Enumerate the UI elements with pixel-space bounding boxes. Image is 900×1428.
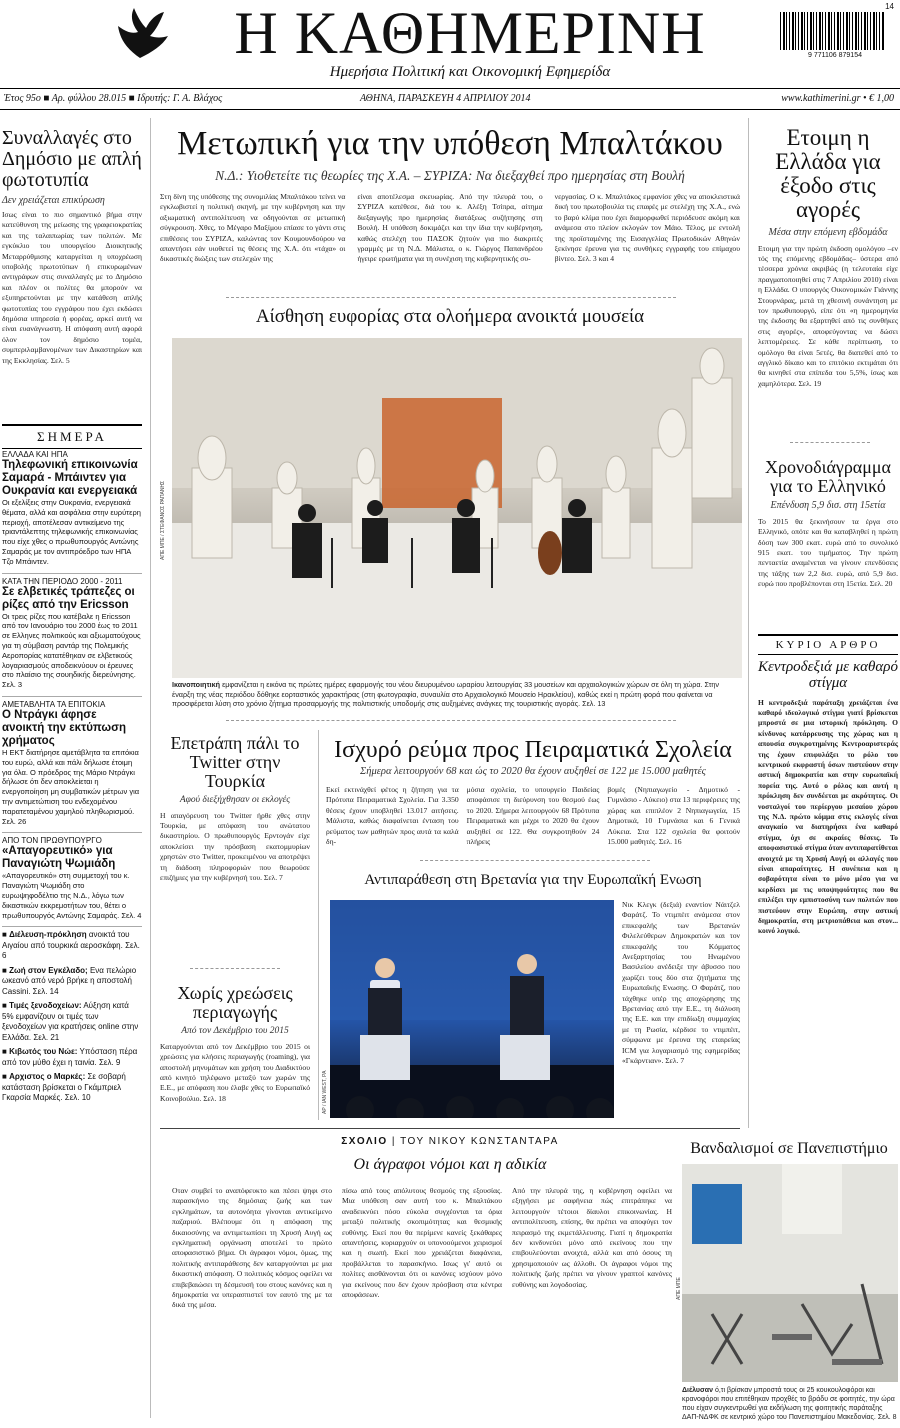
- editorial: [758, 660, 898, 937]
- museum-scene-icon: [172, 338, 742, 678]
- schools-story: [326, 736, 740, 847]
- divider: [226, 720, 676, 721]
- schools-col-3: βομές (Νηπιαγωγείο - Δημοτικό - Γυμνάσιο - Λύκειο) στα 13 περιφέρειες της χώρας και επιπλέον 2 Νηπιαγωγεία, 15 Δημοτικά, 10 Γυμνάσια και 6 Γενικά Λύκεια. Στα 122 σχολεία θα φοιτούν 15.000 μαθητές. Σελ. 16: [607, 785, 741, 847]
- divider: [160, 1128, 740, 1129]
- today-item: [2, 573, 142, 690]
- today-bullet-text: Σε σοβαρή κατάσταση βρίσκεται ο Γκάμπριελ Γκαρσία Μαρκές. Σελ. 10: [2, 1072, 126, 1103]
- column-divider: [318, 730, 319, 1120]
- today-item-body: Η ΕΚΤ διατήρησε αμετάβλητα τα επιτόκια του ευρώ, αλλά και πάλι δήλωσε έτοιμη για όλα. Ο πρόεδρος της Μάριο Ντράγκι δήλωσε ότι δεν αποκλείεται η ενεργοποίηση μη συμβατικών μέτρων για την αντιμετώπιση του ενδεχομένου παρατεταμένου χαμηλού πληθωρισμού. Σελ. 26: [2, 747, 140, 826]
- comment-label-left: ΣΧΟΛΙΟ: [341, 1136, 388, 1147]
- editorial-body: Η κεντροδεξιά παράταξη χρειάζεται ένα καθαρό ιδεολογικό στίγμα γιατί βρίσκεται μπροστά σε μια ιστορική πρόκληση. Ο κίνδυνος κατάρρευσης της χώρας και η απουσία συγκροτημένης Κεντροαριστεράς της έχουν επιφυλάξει το ρόλο του κεντρικού εκφραστή όσων πιστεύουν στην αστική δημοκρατία και στην ευρωπαϊκή πορεία της. Αυτό ο ρόλος και αυτή η πρόκληση δεν συνδέεται με ακρότητες. Οι νοσταλγοί του περίεργου μεσαίου χώρου της Ν.Δ. πρώτο κόμμα στις εκλογές είναι αναγκαίο να διατηρήσει ένα καθαρό στίγμα, όχι σε ακραίες θέσεις. Το αποφασιστικό στίγμα όταν αντιπαρατίθεται ανοιχτά με τη Χρυσή Αυγή οι αλλαγές που είναι απαραίτητες. Η συνέπεια και η σοβαρότητα είναι το μόνο μέσο για να κερδίσει με τις υποψηφιότητες που θα επιλέξει την εμπιστοσύνη των πολιτών που πιστεύουν στην Ευρώπη, στην αστική δημοκρατία, στη μετριοπάθεια και στον... κοινό λογικό.: [758, 697, 898, 936]
- roaming-body: Καταργούνται από τον Δεκέμβριο του 2015 οι χρεώσεις για κλήσεις περιαγωγής (roaming), για αποστολή μηνυμάτων και χρήση του Διαδικτύου από κινητό τηλέφωνο μεταξύ των χωρών της Ε.Ε., με απόφαση που έλαβε χθες το Ευρωπαϊκό Κοινοβούλιο. Σελ. 18: [160, 1041, 310, 1103]
- right-top-headline: Ετοιμη η Ελλάδα για έξοδο στις αγορές: [775, 125, 881, 223]
- vandalism-caption-kicker: Διέλυσαν: [682, 1387, 713, 1394]
- masthead-logo: [110, 6, 170, 62]
- info-right: www.kathimerini.gr • € 1,00: [781, 93, 894, 104]
- lead-deck: Ν.Δ.: Υιοθετείτε τις θεωρίες της Χ.Α. – ΣΥΡΙΖΑ: Να διεξαχθεί προ ημερησίας στη Βουλή: [215, 168, 685, 183]
- roaming-headline: Χωρίς χρεώσεις περιαγωγής: [177, 983, 293, 1022]
- vandalism-headline: Βανδαλισμοί σε Πανεπιστήμιο: [690, 1140, 888, 1157]
- debate-scene-icon: [330, 900, 614, 1118]
- newspaper-title: Η ΚΑΘΗΜΕΡΙΝΗ: [234, 0, 706, 66]
- barcode-bars-icon: [780, 12, 884, 50]
- twitter-deck: Αφού διεξήχθησαν οι εκλογές: [179, 794, 291, 805]
- ellinikon-body: Το 2015 θα ξεκινήσουν τα έργα στο Ελληνικό, οπότε και θα καταβληθεί η πρώτη δόση των 300 εκατ. ευρώ από το συνολικό 915 εκατ. του τιμήματος. Την πρώτη πενταετία αναμένεται να γίνουν επενδύσεις της τάξης των 2,2 δισ. ευρώ, από 5,9 δισ. ευρώ που προβλέπονται στη 15ετία. Σελ. 20: [758, 516, 898, 589]
- today-item: [2, 832, 142, 920]
- twitter-body: Η απαγόρευση του Twitter ήρθε χθες στην Τουρκία, με απόφαση του ανώτατου δικαστηρίου. Ο πρωθυπουργός Ερντογάν είχε αποκλείσει την πρόσβαση εκατομμυρίων χρηστών στο Twitter, προκειμένου να αποτρέψει τη διάδοση πληροφοριών που θεωρούσε επιζήμιες για την κυβέρνησή του. Σελ. 7: [160, 810, 310, 883]
- lead-story: [160, 122, 740, 265]
- schools-col-2: μόσια σχολεία, το υπουργείο Παιδείας αποφάσισε τη διεύρυνση του θεσμού έως το 2020. Σήμερα λειτουργούν 68 Πρότυπα Πειραματικά και μέχρι το 2020 θα έχουν αυξηθεί σε 122. Θα συγκροτηθούν 24 πλήρεις: [466, 785, 600, 847]
- today-bullet-text: Ενα πελώριο ωκεανό από νερό βρήκε η αποστολή Cassini. Σελ. 14: [2, 965, 137, 996]
- today-bullet: ■ Τιμές ξενοδοχείων: Αύξηση κατά 5% εμφανίζουν οι τιμές των ξενοδοχείων για κρατήσεις online στην Ελλάδα. Σελ. 21: [2, 1001, 139, 1042]
- newspaper-subtitle: Ημερήσια Πολιτική και Οικονομική Εφημερίδα: [329, 64, 611, 80]
- today-item-kicker: ΑΜΕΤΑΒΛΗΤΑ ΤΑ ΕΠΙΤΟΚΙΑ: [2, 699, 106, 709]
- today-item-headline: Τηλεφωνική επικοινωνία Σαμαρά - Μπάιντεν για Ουκρανία και ενεργειακά: [2, 459, 138, 497]
- today-item-headline: Σε ελβετικές τράπεζες οι ρίζες από την Ericsson: [2, 585, 135, 611]
- ellinikon-story: [758, 458, 898, 590]
- ellinikon-headline: Χρονοδιάγραμμα για το Ελληνικό: [765, 457, 891, 496]
- today-bullet-text: Αύξηση κατά 5% εμφανίζουν οι τιμές των ξενοδοχείων για κρατήσεις online στην Ελλάδα. Σελ. 21: [2, 1001, 139, 1042]
- today-bullet: ■ Κιβωτός του Νώε: Υπόσταση πέρα από τον μύθο έχει η ταινία. Σελ. 9: [2, 1047, 138, 1067]
- lead-headline: Μετωπική για την υπόθεση Μπαλτάκου: [177, 125, 723, 162]
- schools-headline: Ισχυρό ρεύμα προς Πειραματικά Σχολεία: [334, 737, 732, 763]
- column-divider: [748, 118, 749, 1128]
- museum-photo: [172, 338, 742, 678]
- today-item-body: Οι εξελίξεις στην Ουκρανία, ενεργειακά θέματα, αλλά και ασφάλεια στην ευρύτερη περιοχή, αποτέλεσαν αντικείμενο της τριαντάλεπτης τηλεφωνικής επικοινωνίας που είχε χθες ο πρωθυπουργός Αντώνης Σαμαράς με τον αντιπρόεδρο των ΗΠΑ Τζο Μπάιντεν.: [2, 498, 141, 566]
- museum-caption-text: εμφανίζεται η εικόνα τις πρώτες ημέρες εφαρμογής του νέου διευρυμένου ωραρίου λειτουργίας 33 μουσείων και αρχαιολογικών χώρων σε όλη τη χώρα. Στην έναρξη της νέας περιόδου δόθηκε εορταστικός χαρακτήρας (στη φωτογραφία, συναυλία στο Αρχαιολογικό Μουσείο Ηρακλείου), καθώς εκεί η πρώτη φορά που φαίνεται να προσφέρεται λύση στο χρόνιο ζήτημα προσαρμογής της πολιτιστικής υποδομής στις αυξημένες ανάγκες της τουριστικής αγοράς. Σελ. 13: [172, 680, 720, 708]
- schools-deck: Σήμερα λειτουργούν 68 και ώς το 2020 θα έχουν αυξηθεί σε 122 με 15.000 μαθητές: [360, 766, 706, 777]
- debate-photo: [330, 900, 614, 1118]
- right-top-story: [758, 126, 898, 389]
- lead-col-3: νεργασίας. Ο κ. Μπαλτάκος εμφανίσε χθες να αποκλειστικά δική του πρωτοβουλία τις επαφές με στελέχη της Χ.Α., ενώ το βαρύ κλίμα που έχει διαμορφωθεί περιόδευσε ακόμη και ανάμεσα στο πλείον εκλογών τον Μάιο. Τέλος, με εντολή της προϊσταμένης της Εισαγγελίας Πρωτοδικών Αθηνών ξεκίνησε έρευνα για τις συνθήκες εγγραφής του επίμαχου βίντεο. Σελ. 3 και 4: [554, 192, 740, 264]
- vandalism-caption: [682, 1386, 898, 1422]
- schools-col-1: Εκεί εκτινάχθεί φέτος η ζήτηση για τα Πρότυπα Πειραματικά Σχολεία. Για 3.350 θέσεις έχουν υποβληθεί 13.017 αιτήσεις. Μάλιστα, καθώς διαφαίνεται ένταση του ρεύματος των μαθητών προς αυτά τα καλά δη-: [326, 785, 459, 847]
- barcode-number: 9 771106 879154: [808, 52, 862, 59]
- today-bullet: ■ Διέλευση-πρόκληση ανοικτά του Αιγαίου από τουρκικά αεροσκάφη. Σελ. 6: [2, 930, 140, 961]
- today-bullet-text: ανοικτά του Αιγαίου από τουρκικά αεροσκάφη. Σελ. 6: [2, 930, 140, 961]
- today-bullet: ■ Αρχιστος ο Μαρκές: Σε σοβαρή κατάσταση βρίσκεται ο Γκάμπριελ Γκαρσία Μαρκές. Σελ. 10: [2, 1072, 126, 1103]
- info-left: Έτος 95ο ■ Αρ. φύλλου 28.015 ■ Ιδρυτής: Γ. Α. Βλάχος: [4, 93, 223, 104]
- today-item-kicker: ΕΛΛΑΔΑ ΚΑΙ ΗΠΑ: [2, 450, 68, 459]
- comment-col-2: πίσω από τους απόλυτους θεσμούς της εξουσίας. Μια υπόθεση σαν αυτή του κ. Μπαλτάκου αναδεικνύει πόσο εύκολα συγχέονται τα όρια μεταξύ πολιτικής σκοπιμότητας και θεσμικής ευθύνης. Εκεί που θα περίμενε κανείς ξεκάθαρες απαντήσεις, κυριαρχούν οι υπονοούμενοι χειρισμοί και η σιωπή. Εκεί που χρειάζεται διαφάνεια, προβάλλεται το παρασκήνιο. Ισως γι' αυτό οι πολίτες αισθάνονται ότι οι κανόνες ισχύουν μόνο για εκείνους που δεν έχουν πρόσβαση στα κέντρα αποφάσεων.: [342, 1186, 502, 1300]
- editorial-label: ΚΥΡΙΟ ΑΡΘΡΟ: [758, 634, 898, 655]
- right-top-deck: Μέσα στην επόμενη εβδομάδα: [768, 226, 888, 238]
- today-items: [2, 450, 142, 1108]
- today-bullets: [2, 926, 142, 1104]
- today-item: [2, 450, 142, 567]
- comment-col-1: Οταν συμβεί το αναπόφευκτο και πέσει ψηφι στο παρασκήνιο της δημόσιας ζωής και των εγκλημάτων, τα αυτονόητα γίνονται αντικείμενο παζαριού. Βλέπουμε ότι η απόφαση της δικαιοσύνης να αντιμετωπίσει τη Χρυσή Αυγή ως εγκληματική οργάνωση αποτελεί το πρώτο αποφασιστικό βήμα. Οι άγραφοι νόμοι, όμως, της πολιτικής αντιπαράθεσης δεν καταργούνται με μια δικαστική απόφαση. Ο πολιτικός κόσμος οφείλει να επιβεβαιώσει τη δέσμευσή του στους κανόνες και η δημοκρατία να υπερασπιστεί τον εαυτό της με τα δικά της μέσα.: [172, 1186, 332, 1310]
- divider: [790, 442, 870, 443]
- info-date: ΑΘΗΝΑ, ΠΑΡΑΣΚΕΥΗ 4 ΑΠΡΙΛΙΟΥ 2014: [360, 93, 531, 104]
- today-bullet: ■ Ζωή στον Εγκέλαδο; Ενα πελώριο ωκεανό από νερό βρήκε η αποστολή Cassini. Σελ. 14: [2, 965, 137, 996]
- vandalism-photo: [682, 1164, 898, 1382]
- debate-headline: Αντιπαράθεση στη Βρετανία για την Ευρωπαϊκή Ενωση: [364, 872, 702, 888]
- vandalism-caption-text: ό,τι βρίσκαν μπροστά τους οι 25 κουκουλοφόροι και κρανοφόροι που επιτέθηκαν προχθές το βράδυ σε φοιτητές, την ώρα που είχαν συγκεντρωθεί για εκδήλωση της φοιτητικής παράταξης ΔΑΠ-ΝΔΦΚ σε κεντρικό χώρο του Πανεπιστημίου Μακεδονίας. Σελ. 8: [682, 1387, 897, 1421]
- today-item-kicker: ΑΠΟ ΤΟΝ ΠΡΩΘΥΠΟΥΡΓΟ: [2, 836, 102, 846]
- phoenix-logo-icon: [110, 6, 170, 62]
- lead-col-2: είναι αποτέλεσμα σκευωρίας. Από την πλευρά του, ο ΣΥΡΙΖΑ κατέθεσε, διά του κ. Αλέξη Τσίπρα, αίτημα διεξαγωγής προ ημερησίας διατάξεως συζήτησης στη Βουλή. Η υπόθεση δοκιμάζει και την ίδια την κυβέρνηση, καθώς στελέχη του ΠΑΣΟΚ ζητούν για πιο διακριτές γραμμές με τη Ν.Δ. Μάλιστα, ο κ. Γιώργος Παπανδρέου ήγειρε ερωτήματα για τη συνέχιση της κυβερνητικής συ-: [357, 192, 543, 264]
- today-bullet-title: Κιβωτός του Νώε:: [9, 1047, 78, 1057]
- lead-col-1: Στη δίνη της υπόθεσης της συνομιλίας Μπαλτάκου τείνει να εγκλωβιστεί η πολιτική σκηνή, με την κυβέρνηση και την αξιωματική αντιπολίτευση να οδηγούνται σε μετωπική σύγκρουση. Χθες, το Μέγαρο Μαξίμου επίασε το γάντι στις επιθέσεις του ΣΥΡΙΖΑ, καλώντας τον Κουμουνδούρου να απαντήσει εάν υιοθετεί τις θέσεις της Χ.Α. ότι «τάχα» οι δικαστικές διώξεις των στελεχών της: [160, 192, 346, 264]
- twitter-story: [160, 734, 310, 884]
- today-item-kicker: ΚΑΤΑ ΤΗΝ ΠΕΡΙΟΔΟ 2000 - 2011: [2, 576, 123, 586]
- today-item-headline: Ο Ντράγκι άφησε ανοικτή την εκτύπωση χρήματος: [2, 708, 126, 747]
- comment-col-3: Από την πλευρά της, η κυβέρνηση οφείλει να εξηγήσει με σαφήνεια πώς επιτράπηκε να λειτουργούν τέτοιοι δίαυλοι επικοινωνίας. Η αντιπολίτευση, επίσης, θα πρέπει να αποφύγει τον πειρασμό της εκμετάλλευσης. Γιατί η δημοκρατία δεν κινδυνεύει μόνο από εκείνους που την επιβουλεύονται ανοιχτά, αλλά και από όσους τη χρησιμοποιούν ως άλλοθι. Οι άγραφοι νόμοι της πολιτικής ζωής πρέπει να γίνουν γραπτοί κανόνες ευθύνης και λογοδοσίας.: [512, 1186, 672, 1289]
- today-item-headline: «Απαγορευτικό» για Παναγιώτη Ψωμιάδη: [2, 845, 116, 871]
- today-label: ΣΗΜΕΡΑ: [2, 424, 142, 449]
- divider: [190, 968, 280, 969]
- today-bullet-title: Ζωή στον Εγκέλαδο;: [9, 965, 88, 975]
- ellinikon-deck: Επένδυση 5,9 δισ. στη 15ετία: [770, 499, 886, 511]
- left-top-body: Ισως είναι το πιο σημαντικό βήμα στην κατεύθυνση της μείωσης της γραφειοκρατίας και της ταλαιπωρίας των πολιτών. Με εγκύκλιο του υπουργείου Διοικητικής Μεταρρύθμισης καταργείται η υποχρέωση υποβολής πρωτοτύπων ή επικυρωμένων αντιγράφων στις συναλλαγές με το Δημόσιο και πλέον οι πολίτες θα μπορούν να εξυπηρετούνται με την κατάθεση απλής φωτοτυπίας του εγγράφου που έχει εκδώσει δημόσια υπηρεσία ή φορέας, αρκεί αυτή να είναι ευανάγνωστη. Η απόφαση αυτή αφορά όλον τον δημόσιο τομέα, συμπεριλαμβανομένων των Δικαστηρίων και της Εκκλησίας. Σελ. 5: [2, 210, 142, 365]
- column-divider: [150, 118, 151, 1418]
- museum-photo-credit: ΑΠΕ ΜΠΕ / ΣΤΕΦΑΝΟΣ ΡΑΠΑΝΗΣ: [160, 480, 166, 560]
- today-bullet-text: Υπόσταση πέρα από τον μύθο έχει η ταινία. Σελ. 9: [2, 1047, 138, 1067]
- today-bullet-title: Τιμές ξενοδοχείων:: [9, 1001, 82, 1011]
- roaming-deck: Από τον Δεκέμβριο του 2015: [181, 1025, 289, 1036]
- comment-headline: Οι άγραφοι νόμοι και η αδικία: [353, 1156, 547, 1173]
- barcode: [776, 2, 894, 64]
- editorial-headline: Κεντροδεξιά με καθαρό στίγμα: [758, 659, 898, 691]
- barcode-issue: 14: [885, 2, 894, 11]
- comment-label-right: ΤΟΥ ΝΙΚΟΥ ΚΩΝΣΤΑΝΤΑΡΑ: [400, 1136, 559, 1147]
- roaming-story: [160, 984, 310, 1104]
- today-bullet-title: Διέλευση-πρόκληση: [9, 930, 87, 940]
- today-bullet-title: Αρχιστος ο Μαρκές:: [9, 1072, 86, 1082]
- left-top-deck: Δεν χρειάζεται επικύρωση: [2, 195, 105, 206]
- comment-columns: [172, 1186, 672, 1422]
- left-top-headline: Συναλλαγές στο Δημόσιο με απλή φωτοτυπία: [2, 127, 142, 191]
- today-item-body: Οι τρεις ρίζες που κατέβαλε η Ericsson από τον Ιανουάριο του 2000 έως το 2011 σε Ελληνες πολιτικούς και αξιωματούχους για τη σύμβαση ραντάρ της Πολεμικής Αεροπορίας κατατέθηκαν σε ελβετικούς λογαριασμούς αποδεικνύουν οι έρευνες στο πλαίσιο της σουηδικής διερεύνησης. Σελ. 3: [2, 611, 141, 690]
- vandalism-photo-credit: ΑΠΕ ΜΠΕ: [676, 1277, 682, 1300]
- museum-headline: Αίσθηση ευφορίας στα ολοήμερα ανοικτά μουσεία: [255, 306, 645, 327]
- today-item-body: «Απαγορευτικό» στη συμμετοχή του κ. Παναγιώτη Ψωμιάδη στο ευρωψηφοδέλτιο της Ν.Δ., λόγω των δικαστικών εκκρεμοτήτων του, θέτει ο πρωθυπουργός Αντώνης Σαμαράς. Σελ. 4: [2, 871, 142, 920]
- debate-body: Νικ Κλεγκ (δεξιά) εναντίον Νάιτζελ Φαράτζ. Το ντιμπέιτ ανάμεσα στον επικεφαλής των Βρετανών Φιλελεύθερων Δημοκρατών και τον επικεφαλής του Κόμματος Ανεξαρτησίας του Ηνωμένου Βασιλείου ανέδειξε την άβυσσο που χωρίζει τους δύο στα ζητήματα της Ευρωπαϊκής Ενωσης. Ο Φαράτζ, που τάχθηκε υπέρ της αποχώρησης της Βρετανίας από την Ε.Ε., τη διάλυση της Ε.Ε. και την επιδίωξη συμμαχίας με τη Ρωσία, κέρδισε το ντιμπέιτ, σύμφωνα με έρευνα της εταιρείας ICM για λογαριασμό της εφημερίδας «Γκάρντιαν». Σελ. 7: [622, 900, 740, 1066]
- info-bar: [0, 88, 900, 110]
- today-item: [2, 696, 142, 826]
- divider: [420, 860, 650, 861]
- museum-caption: [172, 680, 742, 709]
- twitter-headline: Επετράπη πάλι το Twitter στην Τουρκία: [170, 733, 300, 791]
- right-top-body: Ετοιμη για την πρώτη έκδοση ομολόγου –εν τός της επόμενης εβδομάδας– ύστερα από τέσσερα χρόνια ακριβώς (η τελευταία είχε πραγματοποιηθεί στις 7 Απριλίου 2010) είναι η Ελλάδα. Ο υπουργός Οικονομικών Γιάννης Στουρνάρας, μετά τη χθεσινή συνάντηση με τον πρωθυπουργό, είπε ότι «η ημερομηνία της έκδοσης θα εξαρτηθεί από τις συνθήκες στις αγορές», αποφεύγοντας να δώσει λεπτομέρειες. Σε κάθε περίπτωση, το ομόλογο θα είναι 5ετές, θα διατεθεί από το αγγλικό δίκαιο και το επιτόκιο εκτιμάται ότι θα κινηθεί στα επίπεδα του 5,5%, ίσως και χαμηλότερα. Σελ. 19: [758, 243, 898, 388]
- debate-photo-credit: AP / IAN WEST, PA: [322, 1070, 328, 1114]
- divider: [226, 297, 676, 298]
- left-top-story: [2, 128, 142, 366]
- museum-caption-kicker: Ικανοποιητική: [172, 680, 221, 689]
- vandalism-scene-icon: [682, 1164, 898, 1382]
- comment-label: ΣΧΟΛΙΟ | ΤΟΥ ΝΙΚΟΥ ΚΩΝΣΤΑΝΤΑΡΑ: [341, 1136, 559, 1147]
